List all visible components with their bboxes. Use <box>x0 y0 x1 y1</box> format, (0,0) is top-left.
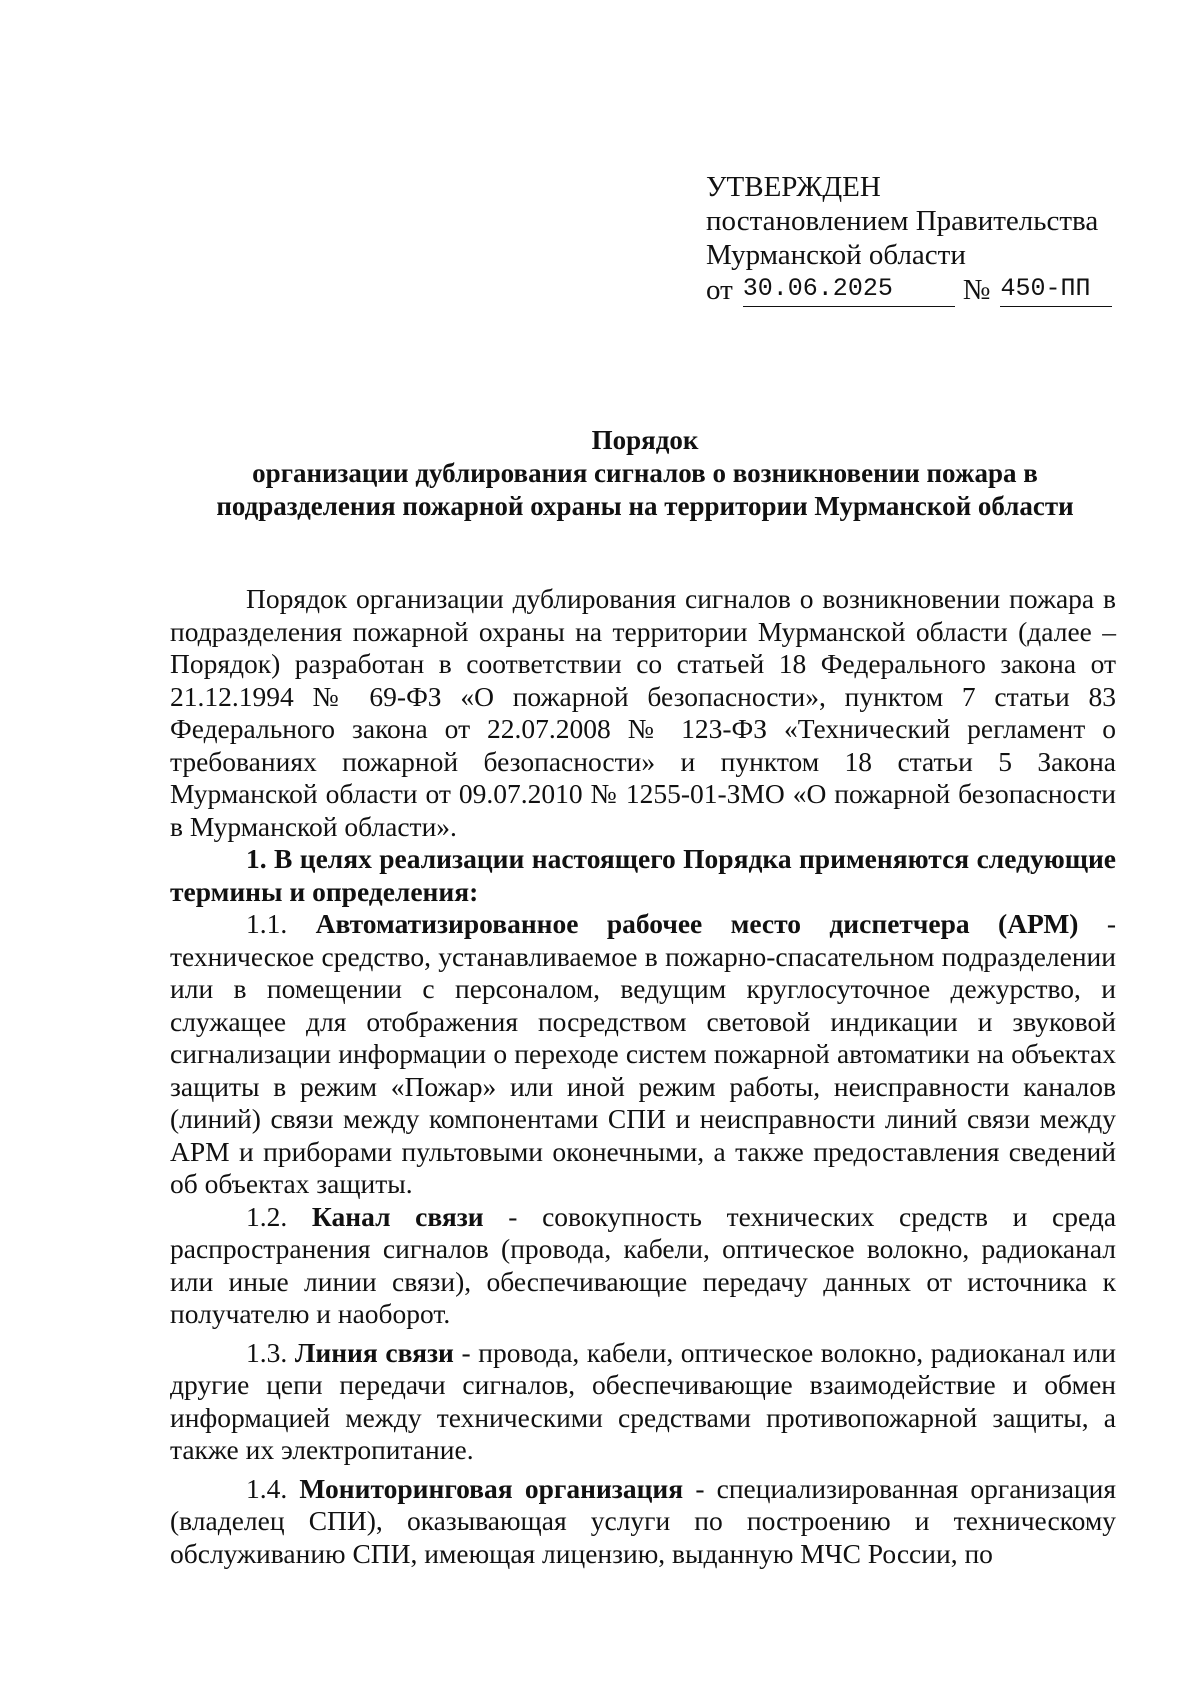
approval-date-row <box>706 272 1112 307</box>
title-line-2: организации дублирования сигналов о возникновении пожара в <box>252 458 1038 488</box>
approval-number: 450-ПП <box>1000 272 1112 307</box>
intro-paragraph: Порядок организации дублирования сигналов о возникновении пожара в подразделения пожарной охраны на территории Мурманской области (далее – Порядок) разработан в соответствии со статьей 18 Федерального закона от 21.12.1994 № 69-ФЗ «О пожарной безопасности», пунктом 7 статьи 83 Федерального закона от 22.07.2008 № 123-ФЗ «Технический регламент о требованиях пожарной безопасности» и пунктом 18 статьи 5 Закона Мурманской области от 09.07.2010 № 1255-01-ЗМО «О пожарной безопасности в Мурманской области». <box>170 583 1116 842</box>
term-name: Канал связи <box>311 1200 484 1232</box>
document-title <box>170 424 1120 523</box>
term-name: Автоматизированное рабочее место диспетчера (АРМ) <box>315 908 1079 939</box>
term-number: 1.3. <box>246 1336 288 1368</box>
number-label: № <box>962 274 991 306</box>
section-1-heading <box>170 843 1116 908</box>
approval-block <box>706 170 1112 307</box>
approval-line-1: постановлением Правительства <box>706 205 1099 237</box>
approval-heading: УТВЕРЖДЕН <box>706 171 881 203</box>
term-1-3 <box>170 1337 1116 1467</box>
term-definition: - совокупность технических средств и среда распространения сигналов (провода, кабели, оптическое волокно, радиоканал или иные линии связи), обеспечивающие передачу данных от источника к получателю и наоборот. <box>170 1200 1117 1329</box>
term-number: 1.4. <box>246 1472 288 1504</box>
approval-date: 30.06.2025 <box>743 272 955 307</box>
title-line-3: подразделения пожарной охраны на территории Мурманской области <box>216 491 1074 521</box>
term-1-1 <box>170 908 1116 1201</box>
term-definition: - техническое средство, устанавливаемое в пожарно-спасательном подразделении или в помещении с персоналом, ведущим круглосуточное дежурство, и служащее для отображения посредством световой индикации и звуковой сигнализации информации о переходе систем пожарной автоматики на объектах защиты в режим «Пожар» или иной режим работы, неисправности каналов (линий) связи между компонентами СПИ и неисправности линий связи между АРМ и приборами пультовыми оконечными, а также предоставления сведений об объектах защиты. <box>170 908 1116 1199</box>
term-name: Линия связи <box>294 1336 454 1368</box>
section-1-heading-text: 1. В целях реализации настоящего Порядка применяются следующие термины и определения: <box>170 843 1116 907</box>
term-name: Мониторинговая организация <box>299 1472 684 1504</box>
from-label: от <box>706 274 733 306</box>
approval-line-2: Мурманской области <box>706 239 966 271</box>
term-number: 1.2. <box>246 1200 288 1232</box>
title-line-1: Порядок <box>591 425 699 455</box>
term-number: 1.1. <box>246 908 288 939</box>
term-definition: - специализированная организация (владелец СПИ), оказывающая услуги по построению и техническому обслуживанию СПИ, имеющая лицензию, выданную МЧС России, по <box>170 1472 1117 1569</box>
term-definition: - провода, кабели, оптическое волокно, радиоканал или другие цепи передачи сигналов, обеспечивающие взаимодействие и обмен информацией между техническими средствами противопожарной защиты, а также их электропитание. <box>170 1336 1117 1465</box>
document-body <box>170 583 1116 1570</box>
term-1-4 <box>170 1473 1116 1571</box>
term-1-2 <box>170 1201 1116 1331</box>
